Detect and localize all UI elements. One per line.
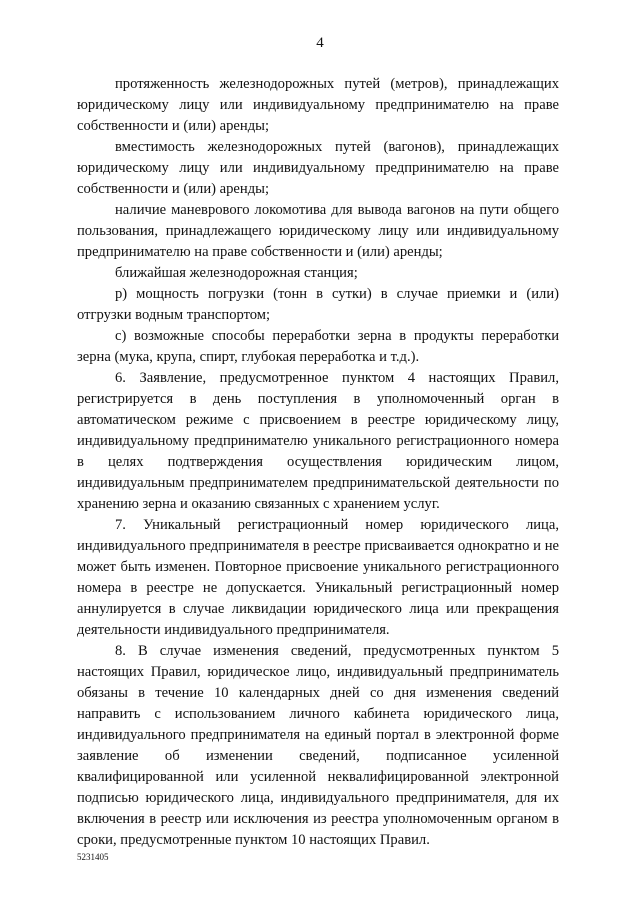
- paragraph-item-s: с) возможные способы переработки зерна в продукты переработки зерна (мука, крупа, спирт, глубокая переработка и т.д.).: [77, 328, 559, 365]
- paragraph-nearest-station: ближайшая железнодорожная станция;: [115, 265, 358, 281]
- paragraph-clause-7: 7. Уникальный регистрационный номер юридического лица, индивидуального предпринимателя в реестре присваивается однократно и не может быть изменен. Повторное присвоение уникального регистрационного номера в реестре не допускается. Уникальный регистрационный номер аннулируется в случае ликвидации юридического лица или прекращения деятельности индивидуального предпринимателя.: [77, 517, 559, 638]
- paragraph-track-length: протяженность железнодорожных путей (метров), принадлежащих юридическому лицу или индивидуальному предпринимателю на праве собственности и (или) аренды;: [77, 76, 559, 134]
- document-code: 5231405: [77, 852, 109, 862]
- paragraph-item-r: р) мощность погрузки (тонн в сутки) в случае приемки и (или) отгрузки водным транспортом;: [77, 286, 559, 323]
- paragraph-clause-6: 6. Заявление, предусмотренное пунктом 4 настоящих Правил, регистрируется в день поступления в уполномоченный орган в автоматическом режиме с присвоением в реестре юридическому лицу, индивидуальному предпринимателю уникального регистрационного номера в целях подтверждения осуществления юридическим лицом, индивидуальным предпринимателем предпринимательской деятельности по хранению зерна и оказанию связанных с хранением услуг.: [77, 370, 559, 512]
- document-body: [77, 74, 559, 851]
- paragraph-shunting-locomotive: наличие маневрового локомотива для вывода вагонов на пути общего пользования, принадлежащего юридическому лицу или индивидуальному предпринимателю на праве собственности и (или) аренды;: [77, 202, 559, 260]
- page-number: 4: [316, 35, 324, 51]
- paragraph-track-capacity: вместимость железнодорожных путей (вагонов), принадлежащих юридическому лицу или индивидуальному предпринимателю на праве собственности и (или) аренды;: [77, 139, 559, 197]
- paragraph-clause-8: 8. В случае изменения сведений, предусмотренных пунктом 5 настоящих Правил, юридическое лицо, индивидуальный предприниматель обязаны в течение 10 календарных дней со дня изменения сведений направить с использованием личного кабинета юридического лица, индивидуального предпринимателя на единый портал в электронной форме заявление об изменении сведений, подписанное усиленной квалифицированной или усиленной неквалифицированной электронной подписью юридического лица, индивидуального предпринимателя, для их включения в реестр или исключения из реестра уполномоченным органом в сроки, предусмотренные пунктом 10 настоящих Правил.: [77, 643, 559, 848]
